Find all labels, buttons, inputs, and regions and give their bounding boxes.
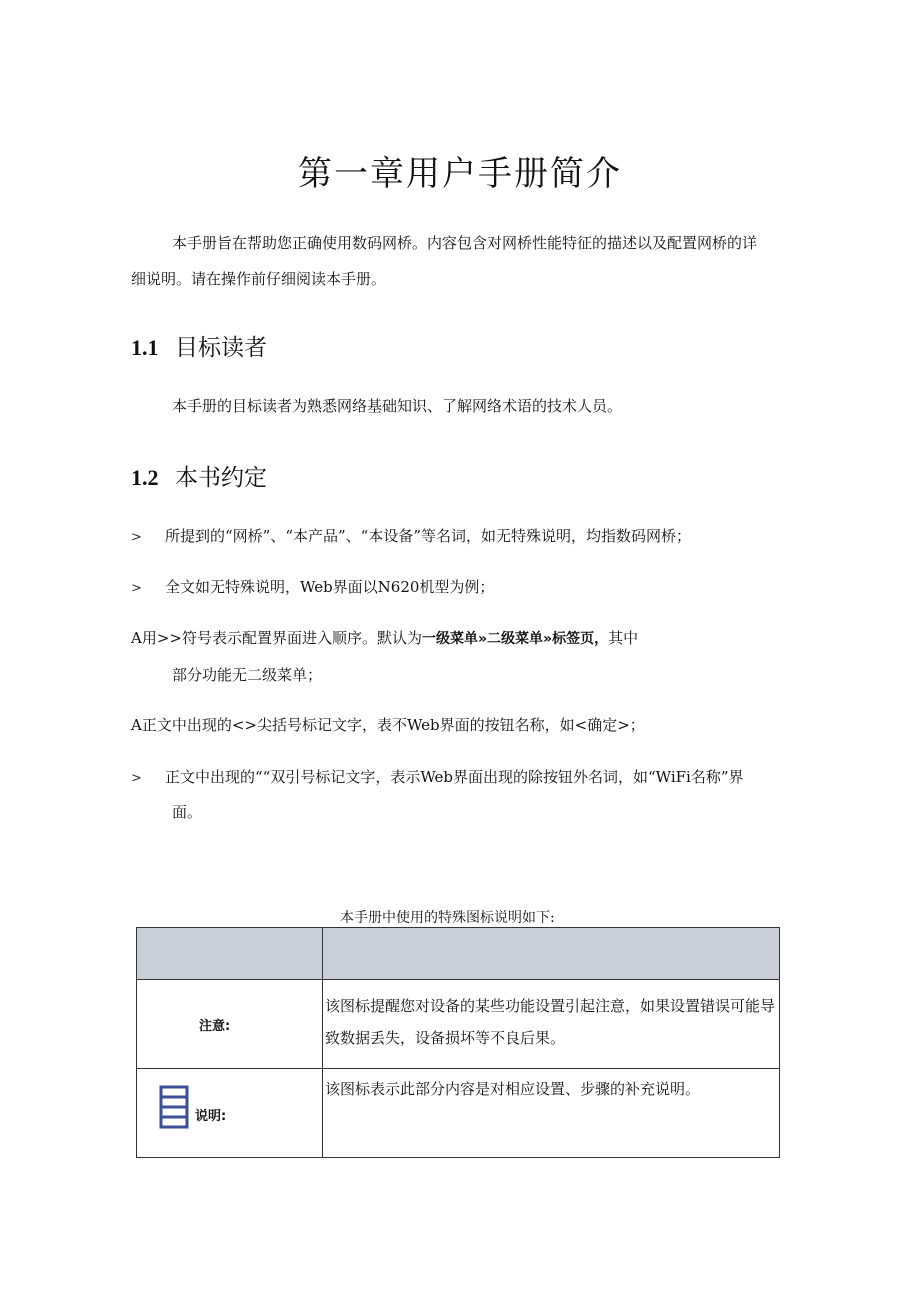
header-cell-description — [323, 928, 780, 980]
section-number: 1.2 — [131, 465, 159, 490]
info-description: 该图标表示此部分内容是对相应设置、步骤的补充说明。 — [323, 1069, 780, 1158]
bullet-chevron-icon: > — [131, 530, 142, 545]
bullet-chevron-icon: > — [131, 771, 142, 786]
table-header-row — [137, 928, 780, 980]
document-list-icon — [159, 1085, 189, 1129]
convention-text: A用>>符号表示配置界面进入顺序。默认为 — [131, 629, 422, 647]
info-label-cell — [137, 1069, 323, 1158]
section-number: 1.1 — [131, 335, 159, 360]
convention-item-3-cont: 部分功能无二级菜单； — [172, 666, 323, 684]
convention-text: 所提到的“网桥”、“本产品”、“本设备”等名词，如无特殊说明，均指数码网桥； — [165, 527, 692, 545]
header-cell-icon — [137, 928, 323, 980]
convention-text: 正文中出现的““双引号标记文字，表示Web界面出现的除按钮外名词，如“WiFi名称”界 — [165, 768, 744, 786]
note-label-cell — [137, 980, 323, 1069]
intro-line-1: 本手册旨在帮助您正确使用数码网桥。内容包含对网桥性能特征的描述以及配置网桥的详 — [172, 234, 758, 252]
menu-path-emphasis: 一级菜单»二级菜单»标签页， — [421, 631, 609, 647]
note-label: 注意: — [199, 1018, 231, 1034]
table-row-info — [137, 1069, 780, 1158]
convention-item-2 — [131, 576, 494, 597]
convention-item-4: A正文中出现的<>尖括号标记文字，表不Web界面的按钮名称，如<确定>； — [131, 716, 645, 734]
convention-text: 其中 — [608, 629, 639, 647]
icon-legend-table — [136, 927, 780, 1158]
table-row-note — [137, 980, 780, 1069]
intro-line-2: 细说明。请在操作前仔细阅读本手册。 — [131, 270, 387, 288]
convention-item-5-cont: 面。 — [172, 803, 203, 821]
convention-item-3 — [131, 627, 638, 648]
table-caption: 本手册中使用的特殊图标说明如下: — [340, 910, 555, 926]
section-heading-1-2 — [131, 459, 267, 492]
bullet-chevron-icon: > — [131, 581, 142, 596]
convention-item-1 — [131, 525, 691, 546]
info-label: 说明: — [195, 1109, 227, 1124]
convention-item-5 — [131, 766, 744, 787]
page-title: 第一章用户手册简介 — [298, 154, 622, 194]
section-heading-1-1 — [131, 329, 267, 362]
section-1-1-body: 本手册的目标读者为熟悉网络基础知识、了解网络术语的技术人员。 — [172, 397, 623, 415]
note-description: 该图标提醒您对设备的某些功能设置引起注意，如果设置错误可能导致数据丢失，设备损坏等不良后果。 — [323, 980, 780, 1069]
convention-text: 全文如无特殊说明，Web界面以N620机型为例； — [165, 578, 495, 596]
section-title: 目标读者 — [175, 335, 267, 361]
section-title: 本书约定 — [175, 465, 267, 491]
